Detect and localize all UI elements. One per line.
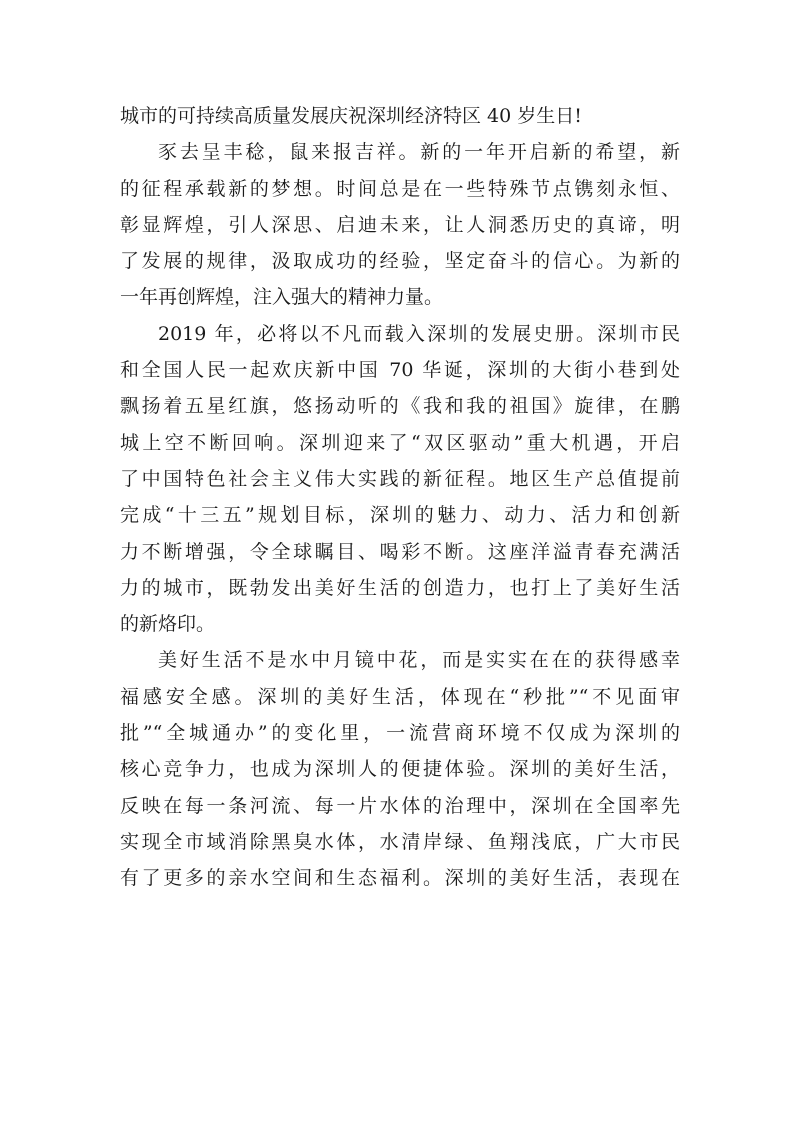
text-line: 城上空不断回响。深圳迎来了“双区驱动”重大机遇，开启 bbox=[120, 431, 680, 454]
text-line: 的新烙印。 bbox=[120, 613, 216, 636]
text-line: 实现全市域消除黑臭水体，水清岸绿、鱼翔浅底，广大市民 bbox=[120, 830, 680, 853]
text-line: 批”“全城通办”的变化里，一流营商环境不仅成为深圳的 bbox=[120, 722, 680, 745]
body-text bbox=[120, 98, 680, 897]
text-line: 核心竞争力，也成为深圳人的便捷体验。深圳的美好生活， bbox=[120, 758, 680, 781]
text-line: 彰显辉煌，引人深思、启迪未来，让人洞悉历史的真谛，明 bbox=[120, 213, 680, 236]
text-line: 反映在每一条河流、每一片水体的治理中，深圳在全国率先 bbox=[120, 794, 680, 817]
text-line: 豕去呈丰稔，鼠来报吉祥。新的一年开启新的希望，新 bbox=[158, 141, 680, 164]
text-line: 飘扬着五星红旗，悠扬动听的《我和我的祖国》旋律，在鹏 bbox=[120, 395, 680, 418]
text-line: 力的城市，既勃发出美好生活的创造力，也打上了美好生活 bbox=[120, 576, 680, 599]
text-line: 完成“十三五”规划目标，深圳的魅力、动力、活力和创新 bbox=[120, 504, 680, 527]
text-line: 美好生活不是水中月镜中花，而是实实在在的获得感幸 bbox=[158, 649, 680, 672]
text-line: 了发展的规律，汲取成功的经验，坚定奋斗的信心。为新的 bbox=[120, 250, 680, 273]
text-line: 的征程承载新的梦想。时间总是在一些特殊节点镌刻永恒、 bbox=[120, 177, 680, 200]
text-line: 和全国人民一起欢庆新中国 70 华诞，深圳的大街小巷到处 bbox=[120, 359, 680, 382]
text-line: 一年再创辉煌，注入强大的精神力量。 bbox=[120, 286, 444, 309]
text-line: 城市的可持续高质量发展庆祝深圳经济特区 40 岁生日! bbox=[120, 105, 582, 127]
text-line: 了中国特色社会主义伟大实践的新征程。地区生产总值提前 bbox=[120, 467, 680, 490]
text-line: 有了更多的亲水空间和生态福利。深圳的美好生活，表现在 bbox=[120, 867, 680, 890]
text-line: 力不断增强，令全球瞩目、喝彩不断。这座洋溢青春充满活 bbox=[120, 540, 680, 563]
text-line: 2019 年，必将以不凡而载入深圳的发展史册。深圳市民 bbox=[158, 322, 680, 345]
text-line: 福感安全感。深圳的美好生活，体现在“秒批”“不见面审 bbox=[120, 685, 680, 708]
